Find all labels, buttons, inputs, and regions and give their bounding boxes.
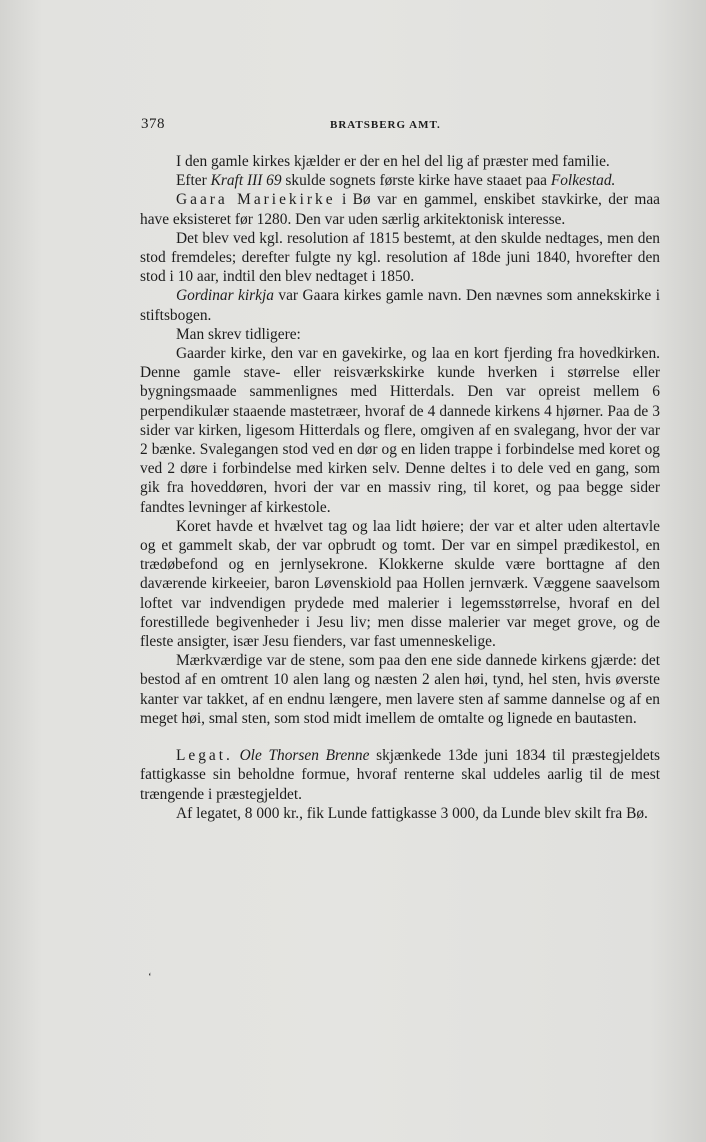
paragraph-resolution: Det blev ved kgl. resolution af 1815 bestemt, at den skulde nedtages, men den stod fremdeles; derefter fulgte ny kgl. resolution af 18de juni 1840, hvorefter den stod i 10 aar, indtil den blev nedtaget i 1850.	[140, 229, 660, 286]
paragraph-legacy	[140, 746, 660, 804]
page-number: 378	[141, 116, 165, 132]
paragraph-mariekirke	[140, 190, 660, 228]
section-gap	[140, 728, 660, 746]
spaced-heading: Gaara Mariekirke	[176, 191, 336, 209]
paragraph-description: Gaarder kirke, den var en gavekirke, og laa en kort fjerding fra hovedkirken. Denne gamle stave- eller reisværkskirke kunde hverken i størrelse eller bygningsmaade sammenlignes med Hitterdals. Den var opreist mellem 6 perpendikulær staaende mastetræer, hvoraf de 4 dannede kirkens 4 hjørner. Paa de 3 sider var kirken, ligesom Hitterdals og flere, omgiven af en svalegang, hvor der var 2 bænke. Svalegangen stod ved en dør og en liden trappe i forbindelse med koret og ved 2 døre i forbindelse med kirken selv. Denne deltes i to dele ved en gang, som gik fra hoveddøren, hvori der var en massiv ring, til koret, og paa begge sider fandtes levninger af kirkestole.	[140, 345, 660, 516]
paragraph-intro-quote: Man skrev tidligere:	[176, 325, 301, 343]
paragraph-kraft	[140, 171, 660, 190]
text-run: skulde sognets første kirke have staaet paa	[281, 172, 551, 190]
text-run: Efter	[176, 172, 211, 190]
text-run: var Gaara kirkes gamle navn. Den nævnes som annekskirke i stiftsbogen.	[140, 287, 660, 324]
paragraph-choir: Koret havde et hvælvet tag og laa lidt høiere; der var et alter uden altertavle og et gammelt skab, der var opbrudt og tomt. Der var en simpel prædikestol, en trædøbefond og en jernlysekrone. Klokkerne skulde være borttagne af den daværende kirkeeier, baron Løvenskiold paa Hollen jernværk. Væggene saavelsom loftet var indvendigen prydede med malerier i legemsstørrelse, hvoraf en del forestillede begivenheder i Jesu liv; men disse malerier var meget grove, og de fleste ansigter, især Jesu fienders, var fast umenneskelige.	[140, 517, 660, 651]
old-church-name: Gordinar kirkja	[176, 287, 274, 305]
source-reference: Kraft III 69	[210, 172, 282, 190]
text-run: i Bø var en gammel, enskibet stavkirke, der maa have eksisteret før 1280. Den var uden særlig arkitektonisk interesse.	[140, 191, 660, 228]
margin-mark: ‘	[148, 971, 152, 983]
page-header	[141, 116, 661, 136]
text-run: skjænkede 13de juni 1834 til præstegjeldets fattigkasse sin beholdne formue, hvoraf renterne skal uddeles aarlig til de mest trængende i præstegjeldet.	[140, 747, 660, 803]
paragraph-legacy-split: Af legatet, 8 000 kr., fik Lunde fattigkasse 3 000, da Lunde blev skilt fra Bø.	[176, 804, 648, 822]
place-name: Folkestad.	[550, 172, 616, 190]
paragraph-old-name	[140, 286, 660, 324]
paragraph-crypt: I den gamle kirkes kjælder er der en hel del lig af præster med familie.	[176, 153, 610, 170]
paragraph-stones: Mærkværdige var de stene, som paa den ene side dannede kirkens gjærde: det bestod af en omtrent 10 alen lang og næsten 2 alen høi, tynd, hel sten, hvis øverste kanter var takket, af en endnu længere, men lavere sten af samme dannelse og af en meget høi, smal sten, som stod midt imellem de omtalte og lignede en bautasten.	[140, 652, 660, 727]
spaced-heading: Legat.	[176, 747, 233, 765]
body-text	[140, 152, 660, 823]
running-title: BRATSBERG AMT.	[330, 119, 441, 131]
donor-name: Ole Thorsen Brenne	[239, 747, 370, 765]
